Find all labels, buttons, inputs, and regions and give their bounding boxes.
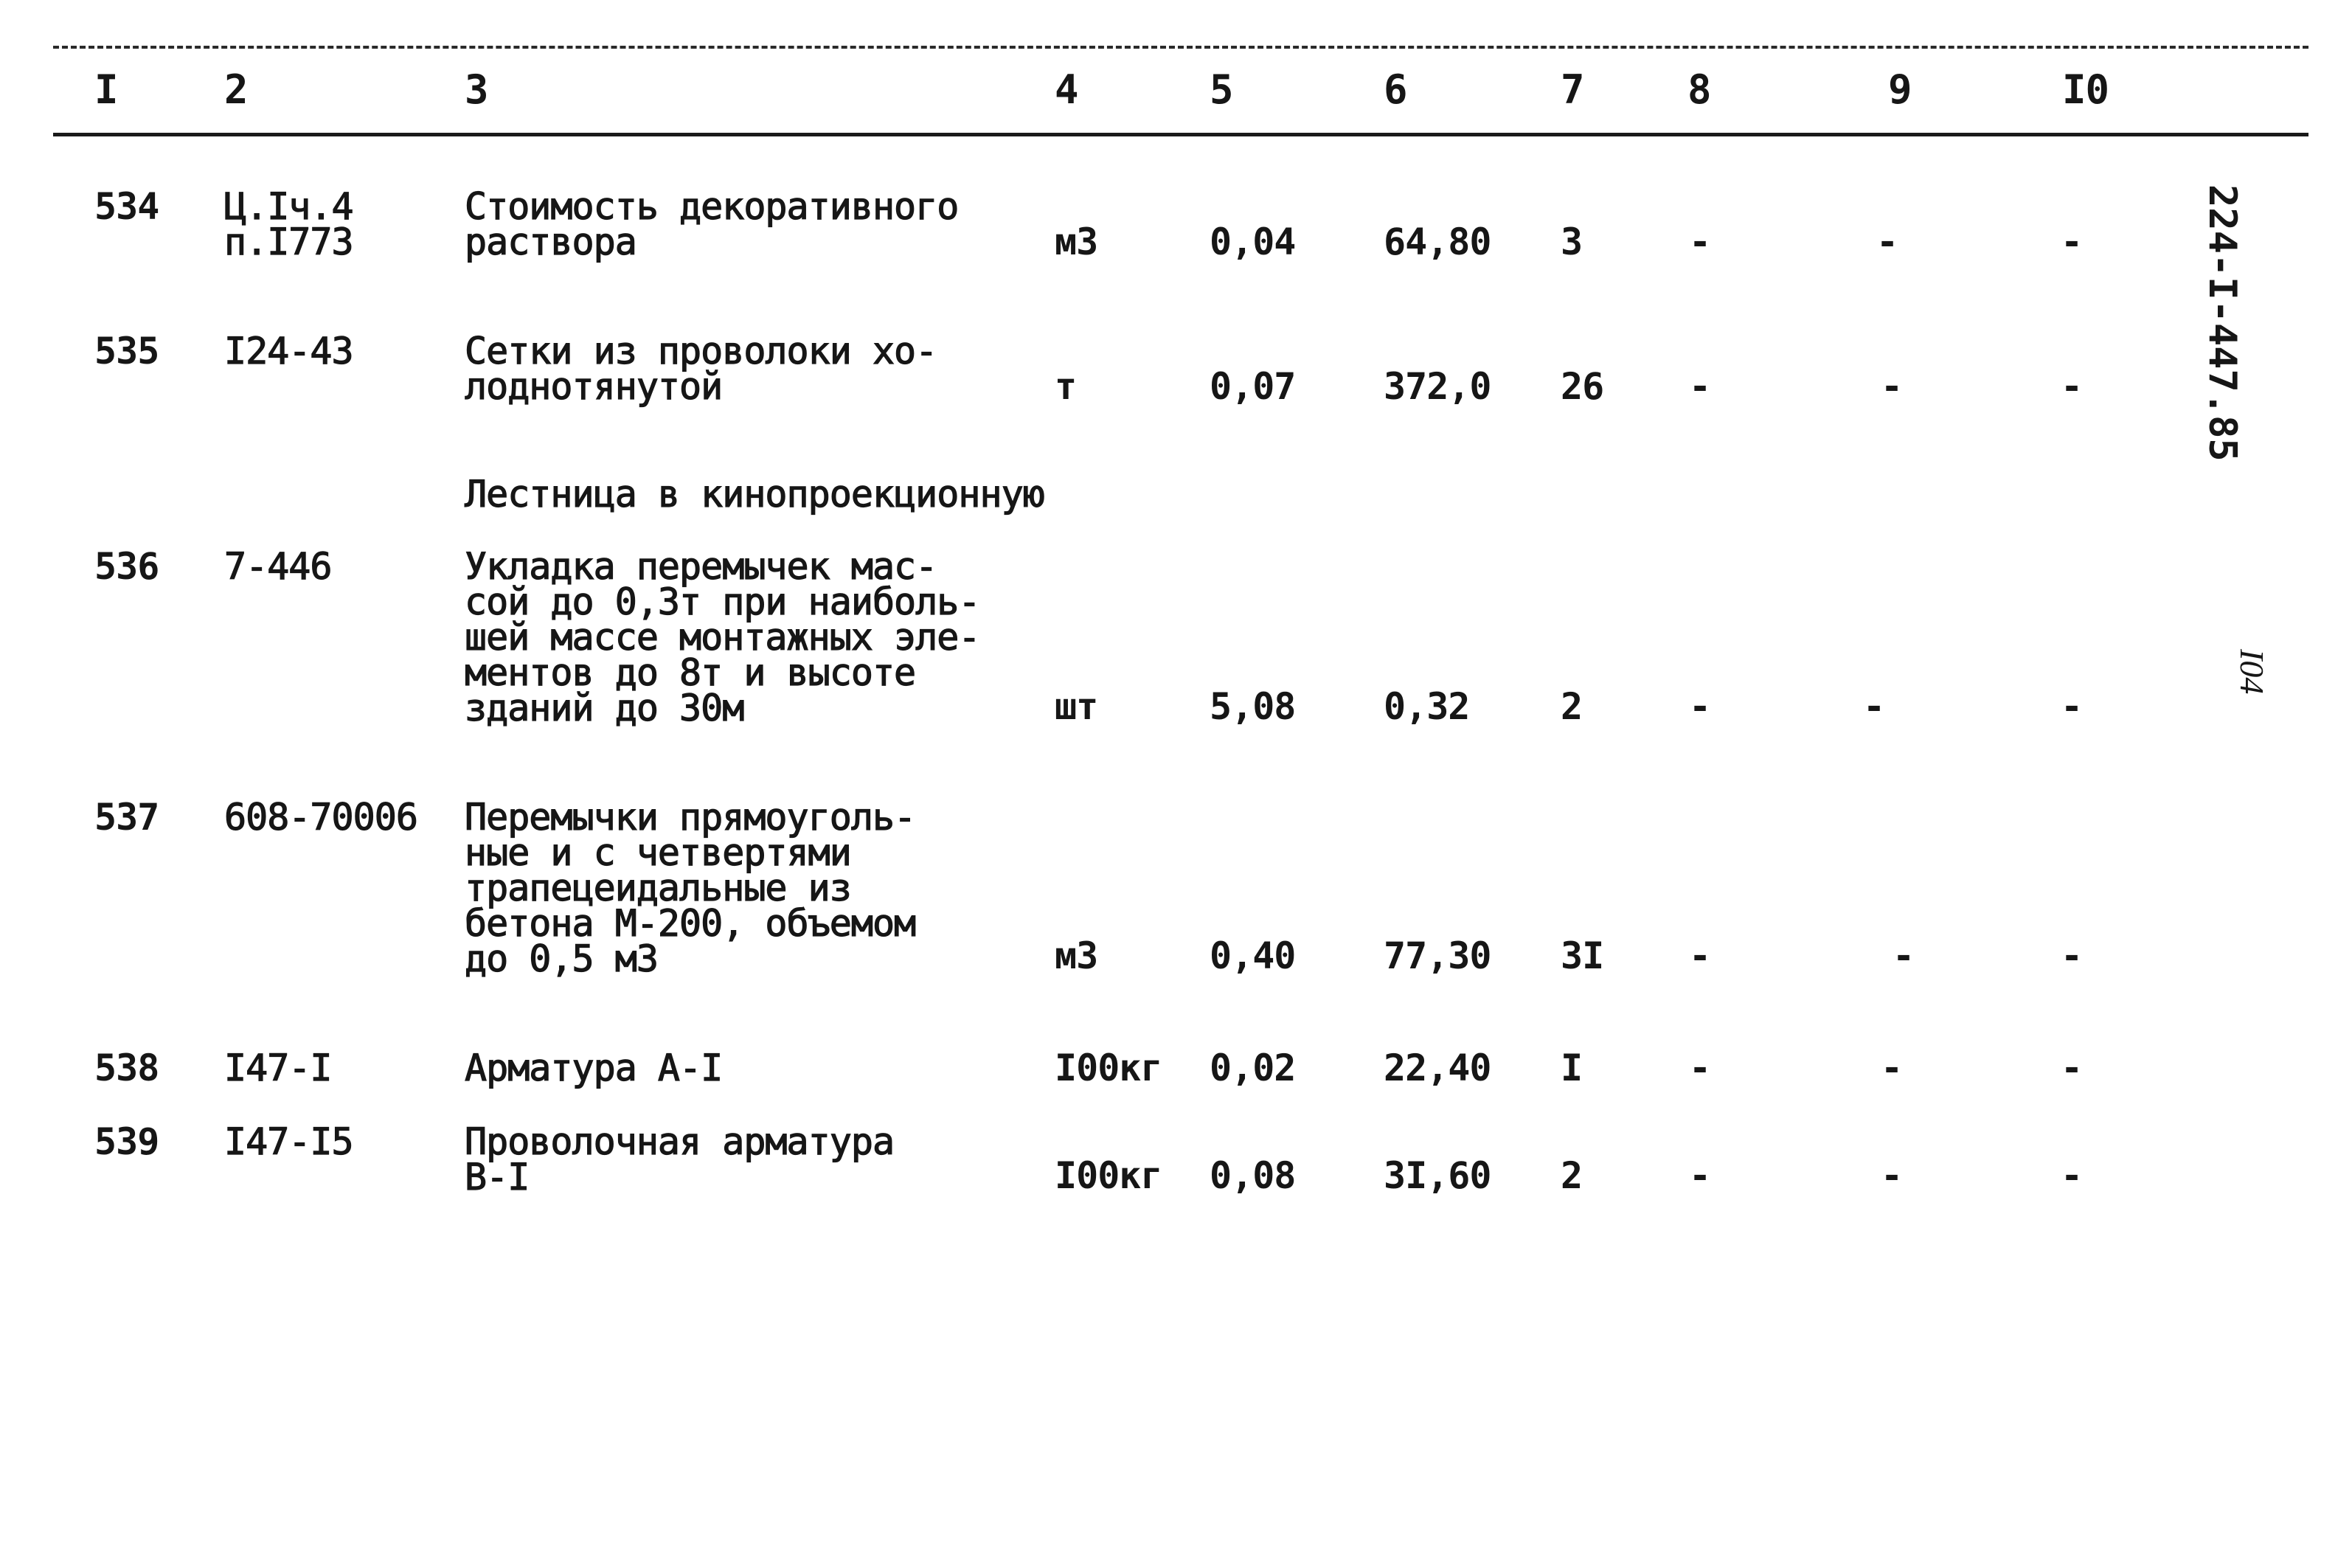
row-539-col10: - (2061, 1154, 2083, 1197)
row-539-code: I47-I5 (224, 1120, 353, 1163)
row-534-col9: - (1876, 221, 1898, 263)
row-535-col9: - (1881, 365, 1903, 408)
row-538-col10: - (2061, 1047, 2083, 1089)
top-dashed-rule (53, 46, 2308, 49)
row-535-quantity: 0,07 (1210, 365, 1296, 408)
header-col-10: I0 (2062, 66, 2109, 113)
row-538-code: I47-I (224, 1047, 332, 1089)
row-537-price: 77,30 (1384, 934, 1491, 977)
row-536-total: 2 (1561, 685, 1583, 728)
row-537-col9: - (1893, 934, 1915, 977)
row-536-quantity: 5,08 (1210, 685, 1296, 728)
row-537-description: Перемычки прямоуголь- ные и с четвертями трапецеидальные из бетона М-200, объемом до 0,5 м3 (465, 796, 916, 980)
header-col-5: 5 (1210, 66, 1233, 113)
row-534-quantity: 0,04 (1210, 221, 1296, 263)
row-535-code: I24-43 (224, 330, 353, 372)
row-537-number: 537 (94, 796, 159, 839)
page-number: I04 (2233, 649, 2271, 695)
row-538-number: 538 (94, 1047, 159, 1089)
row-534-col10: - (2061, 221, 2083, 263)
row-535-col8: - (1689, 365, 1711, 408)
row-539-quantity: 0,08 (1210, 1154, 1296, 1197)
document-code: 224-I-447.85 (2200, 184, 2244, 462)
row-534-col8: - (1689, 221, 1711, 263)
row-537-unit: м3 (1055, 934, 1098, 977)
row-539-unit: I00кг (1055, 1154, 1162, 1197)
row-536-code: 7-446 (224, 545, 332, 588)
row-536-price: 0,32 (1384, 685, 1470, 728)
row-536-col8: - (1689, 685, 1711, 728)
header-col-2: 2 (224, 66, 248, 113)
header-col-8: 8 (1687, 66, 1711, 113)
row-535-total: 26 (1561, 365, 1604, 408)
row-538-quantity: 0,02 (1210, 1047, 1296, 1089)
row-534-unit: м3 (1055, 221, 1098, 263)
row-534-code: Ц.Iч.4 п.I773 (224, 185, 353, 263)
row-535-price: 372,0 (1384, 365, 1491, 408)
row-536-unit: шт (1055, 685, 1098, 728)
row-539-number: 539 (94, 1120, 159, 1163)
header-col-9: 9 (1888, 66, 1912, 113)
row-539-description: Проволочная арматура В-I (465, 1120, 895, 1198)
row-537-code: 608-70006 (224, 796, 417, 839)
row-539-col8: - (1689, 1154, 1711, 1197)
row-534-total: 3 (1561, 221, 1583, 263)
row-538-total: I (1561, 1047, 1583, 1089)
row-534-description: Стоимость декоративного раствора (465, 185, 959, 263)
row-539-price: 3I,60 (1384, 1154, 1491, 1197)
header-col-7: 7 (1561, 66, 1584, 113)
header-rule (53, 133, 2308, 136)
row-537-total: 3I (1561, 934, 1604, 977)
row-536-number: 536 (94, 545, 159, 588)
header-col-1: I (94, 66, 118, 113)
row-537-col10: - (2061, 934, 2083, 977)
header-col-6: 6 (1384, 66, 1407, 113)
section-heading: Лестница в кинопроекционную (465, 473, 1044, 516)
row-538-description: Арматура А-I (465, 1047, 723, 1089)
row-534-price: 64,80 (1384, 221, 1491, 263)
row-539-col9: - (1881, 1154, 1903, 1197)
header-col-4: 4 (1055, 66, 1078, 113)
row-535-number: 535 (94, 330, 159, 372)
row-536-col10: - (2061, 685, 2083, 728)
row-538-col9: - (1881, 1047, 1903, 1089)
row-538-price: 22,40 (1384, 1047, 1491, 1089)
header-col-3: 3 (465, 66, 488, 113)
row-535-description: Сетки из проволоки хо- лоднотянутой (465, 330, 937, 408)
row-537-col8: - (1689, 934, 1711, 977)
row-538-unit: I00кг (1055, 1047, 1162, 1089)
row-535-unit: т (1055, 365, 1077, 408)
row-535-col10: - (2061, 365, 2083, 408)
row-538-col8: - (1689, 1047, 1711, 1089)
row-539-total: 2 (1561, 1154, 1583, 1197)
row-534-number: 534 (94, 185, 159, 228)
row-536-col9: - (1863, 685, 1885, 728)
row-536-description: Укладка перемычек мас- сой до 0,3т при наиболь- шей массе монтажных эле- ментов до 8т и высоте зданий до 30м (465, 545, 980, 729)
row-537-quantity: 0,40 (1210, 934, 1296, 977)
